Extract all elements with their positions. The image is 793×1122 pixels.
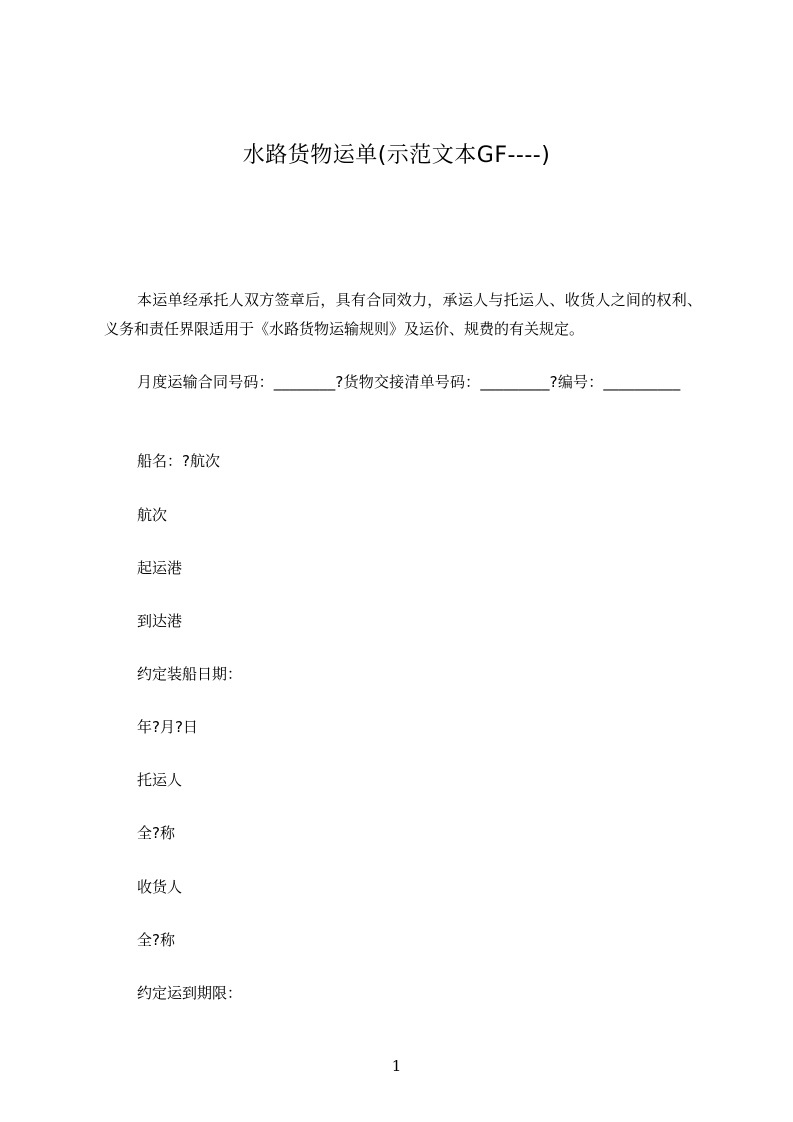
- intro-paragraph: 本运单经承托人双方签章后，具有合同效力，承运人与托运人、收货人之间的权利、义务和责任界限适用于《水路货物运输规则》及运价、规费的有关规定。: [104, 291, 702, 338]
- field-departure-port: 起运港: [137, 559, 183, 577]
- field-consignee: 收货人: [137, 878, 183, 896]
- contract-numbers-line: 月度运输合同号码：________?货物交接清单号码：_________?编号：__________: [137, 373, 681, 391]
- field-shipper-full-name: 全?称: [137, 824, 175, 842]
- field-date-format: 年?月?日: [137, 718, 198, 736]
- field-voyage: 航次: [137, 506, 168, 524]
- field-arrival-port: 到达港: [137, 612, 183, 630]
- field-ship-name: 船名：?航次: [137, 452, 220, 470]
- document-title: 水路货物运单(示范文本GF----): [242, 143, 551, 168]
- field-consignee-full-name: 全?称: [137, 931, 175, 949]
- field-delivery-deadline: 约定运到期限：: [137, 984, 243, 1002]
- page-number: 1: [391, 1057, 402, 1075]
- field-shipper: 托运人: [137, 771, 183, 789]
- field-loading-date: 约定装船日期：: [137, 665, 243, 683]
